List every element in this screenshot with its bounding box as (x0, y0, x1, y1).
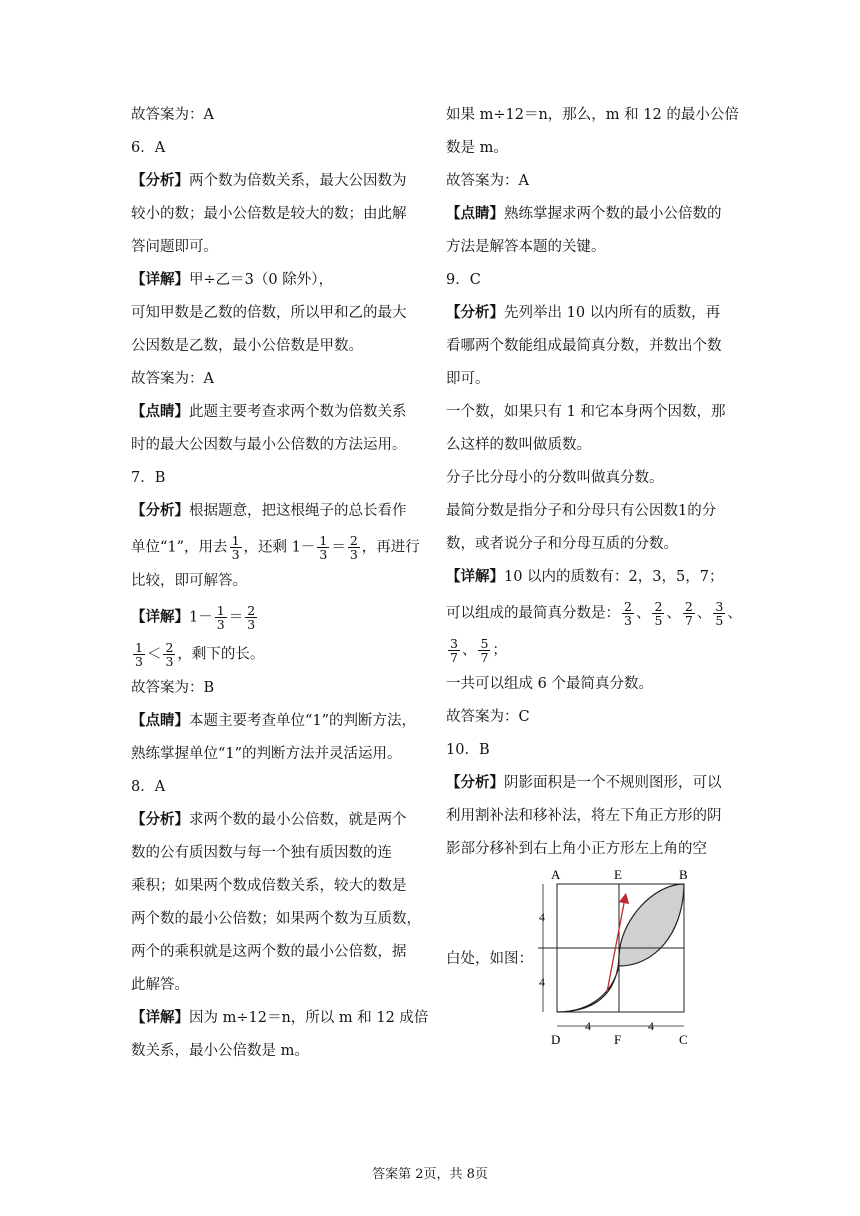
dim-bottom-right: 4 (648, 1019, 654, 1033)
dim-bottom-left: 4 (585, 1019, 591, 1033)
q8-comment (446, 204, 736, 224)
numerator: 5 (480, 636, 489, 651)
fraction-two-thirds (245, 604, 257, 631)
denominator: 3 (165, 654, 174, 669)
separator: 、 (635, 605, 651, 622)
denominator: 7 (450, 650, 458, 665)
text: 此题主要考查求两个数为倍数关系 (189, 404, 407, 420)
label-e: E (614, 867, 622, 882)
text: 白处，如图： (446, 951, 533, 967)
text: 求两个数的最小公倍数，就是两个 (189, 812, 407, 828)
text-line: 答问题即可。 (131, 239, 218, 255)
answer-line: 故答案为：A (131, 371, 214, 387)
comment-tag: 【点睛】 (131, 403, 189, 420)
dim-left-top: 4 (539, 910, 545, 924)
text-line: 看哪两个数能组成最简真分数，并数出个数 (446, 338, 722, 354)
q6-detail (131, 270, 421, 290)
text-line: 可知甲数是乙数的倍数，所以甲和乙的最大 (131, 305, 407, 321)
text-line: 较小的数；最小公倍数是较大的数；由此解 (131, 206, 407, 222)
q7-analysis-fraction-line (131, 534, 421, 561)
fraction-3-7 (448, 637, 460, 664)
text-line: 分子比分母小的分数叫做真分数。 (446, 470, 664, 486)
text: 本题主要考查单位“1”的判断方法， (189, 713, 417, 729)
text: 阴影面积是一个不规则图形，可以 (504, 775, 722, 791)
denominator: 3 (319, 547, 328, 562)
text-line: 时的最大公因数与最小公倍数的方法运用。 (131, 437, 407, 453)
q9-detail (446, 567, 736, 587)
detail-tag: 【详解】 (131, 608, 189, 626)
end-mark: ； (492, 642, 507, 659)
separator: 、 (696, 605, 712, 622)
text: ＝ (228, 609, 244, 626)
analysis-tag: 【分析】 (131, 172, 189, 189)
analysis-tag: 【分析】 (446, 774, 504, 791)
numerator: 2 (684, 599, 693, 614)
comment-tag: 【点睛】 (131, 712, 189, 729)
label-d: D (551, 1032, 561, 1046)
question-6-heading: 6．A (131, 140, 166, 156)
text-line: 数是 m。 (446, 140, 508, 156)
denominator: 7 (684, 613, 693, 628)
label-b: B (679, 867, 688, 882)
numerator: 2 (165, 640, 174, 655)
text-line: 数的公有质因数与每一个独有质因数的连 (131, 845, 392, 861)
text: 因为 m÷12＝n，所以 m 和 12 成倍 (189, 1010, 429, 1026)
text: 1－ (189, 609, 213, 626)
fraction-one-third (317, 534, 329, 561)
numerator: 1 (231, 533, 240, 548)
fraction-one-third (230, 534, 242, 561)
text: ，还剩 1－ (243, 539, 316, 556)
fraction-two-thirds (163, 641, 175, 668)
text: ，再进行 (361, 539, 420, 556)
separator: 、 (461, 642, 477, 659)
text: ，剩下的长。 (177, 646, 265, 663)
analysis-tag: 【分析】 (131, 811, 189, 828)
text-line: 影部分移补到右上角小正方形左上角的空 (446, 841, 707, 857)
detail-tag: 【详解】 (446, 568, 504, 585)
right-column (446, 105, 742, 1065)
text: 10 以内的质数有：2，3，5，7； (504, 569, 724, 585)
text: 先列举出 10 以内所有的质数，再 (504, 305, 721, 321)
q7-detail (131, 604, 421, 631)
question-10-heading: 10．B (446, 742, 490, 758)
text-line: 两个的乘积就是这两个数的最小公倍数，据 (131, 944, 407, 960)
text-line: 数关系，最小公倍数是 m。 (131, 1043, 309, 1059)
text-line: 公因数是乙数，最小公倍数是甲数。 (131, 338, 363, 354)
q9-analysis (446, 303, 736, 323)
denominator: 5 (715, 613, 724, 628)
text-line: 数，或者说分子和分母互质的分数。 (446, 536, 678, 552)
q7-comment (131, 711, 421, 731)
text-line: 比较，即可解答。 (131, 573, 247, 589)
q9-fractions-line (446, 599, 742, 628)
text-line: 即可。 (446, 371, 490, 387)
page-footer: 答案第 2页，共 8页 (372, 1167, 488, 1182)
numerator: 1 (216, 603, 225, 618)
text: ＜ (146, 646, 162, 663)
numerator: 2 (654, 599, 663, 614)
fraction-3-5 (713, 600, 725, 627)
shaded-area-figure (533, 866, 693, 1052)
denominator: 5 (654, 613, 663, 628)
text-line: 此解答。 (131, 977, 189, 993)
dim-left-bottom: 4 (539, 975, 545, 989)
fraction-2-7 (683, 600, 695, 627)
detail-tag: 【详解】 (131, 1009, 189, 1026)
analysis-tag: 【分析】 (131, 502, 189, 519)
answer-line: 故答案为：A (131, 107, 214, 123)
q7-analysis (131, 501, 421, 521)
denominator: 3 (624, 613, 632, 628)
question-7-heading: 7．B (131, 470, 166, 486)
numerator: 2 (349, 533, 358, 548)
question-9-heading: 9．C (446, 272, 481, 288)
text: 单位“1”，用去 (131, 539, 228, 556)
geometry-diagram (533, 866, 693, 1046)
numerator: 1 (135, 640, 143, 655)
comment-tag: 【点睛】 (446, 205, 504, 222)
text-line: 么这样的数叫做质数。 (446, 437, 591, 453)
denominator: 3 (135, 654, 143, 669)
q8-detail (131, 1008, 429, 1028)
text-line: 利用割补法和移补法，将左下角正方形的阴 (446, 808, 722, 824)
text: 甲÷乙＝3（0 除外）， (189, 272, 333, 288)
left-column (131, 105, 429, 1074)
text: ＝ (331, 539, 346, 556)
text-line: 如果 m÷12＝n，那么，m 和 12 的最小公倍 (446, 107, 739, 123)
separator: 、 (727, 605, 742, 622)
answer-line: 故答案为：C (446, 709, 530, 725)
label-c: C (679, 1032, 688, 1046)
numerator: 1 (319, 533, 328, 548)
text: 根据题意，把这根绳子的总长看作 (189, 503, 407, 519)
separator: 、 (666, 605, 681, 622)
q10-analysis (446, 773, 736, 793)
answer-line: 故答案为：A (446, 173, 529, 189)
denominator: 3 (216, 617, 225, 632)
question-8-heading: 8．A (131, 779, 166, 795)
text: 两个数为倍数关系，最大公因数为 (189, 173, 407, 189)
denominator: 3 (231, 547, 240, 562)
text: 熟练掌握求两个数的最小公倍数的 (504, 206, 722, 222)
fraction-5-7 (478, 637, 490, 664)
q8-analysis (131, 810, 421, 830)
numerator: 3 (715, 599, 724, 614)
denominator: 3 (349, 547, 358, 562)
fraction-two-thirds (348, 534, 360, 561)
fraction-2-5 (652, 600, 664, 627)
numerator: 2 (247, 603, 256, 618)
q9-fractions-line-2 (446, 637, 736, 664)
text-line: 最简分数是指分子和分母只有公因数1的分 (446, 503, 717, 519)
text-line: 方法是解答本题的关键。 (446, 239, 606, 255)
text-line: 一个数，如果只有 1 和它本身两个因数，那 (446, 404, 726, 420)
answer-line: 故答案为：B (131, 680, 215, 696)
q10-figure-line (446, 866, 736, 1052)
numerator: 2 (624, 599, 632, 614)
q7-comparison (131, 641, 421, 668)
text-line: 两个数的最小公倍数；如果两个数为互质数， (131, 911, 421, 927)
fraction-one-third (215, 604, 227, 631)
numerator: 3 (450, 636, 458, 651)
label-f: F (614, 1032, 622, 1046)
analysis-tag: 【分析】 (446, 304, 504, 321)
denominator: 3 (247, 617, 256, 632)
text-line: 一共可以组成 6 个最简真分数。 (446, 676, 653, 692)
fraction-2-3 (622, 600, 634, 627)
fraction-one-third (133, 641, 145, 668)
q6-comment (131, 402, 421, 422)
detail-tag: 【详解】 (131, 271, 189, 288)
label-a: A (551, 867, 561, 882)
text: 可以组成的最简真分数是： (446, 605, 620, 622)
text-line: 熟练掌握单位“1”的判断方法并灵活运用。 (131, 746, 402, 762)
text-line: 乘积；如果两个数成倍数关系，较大的数是 (131, 878, 407, 894)
denominator: 7 (480, 650, 489, 665)
q6-analysis (131, 171, 421, 191)
